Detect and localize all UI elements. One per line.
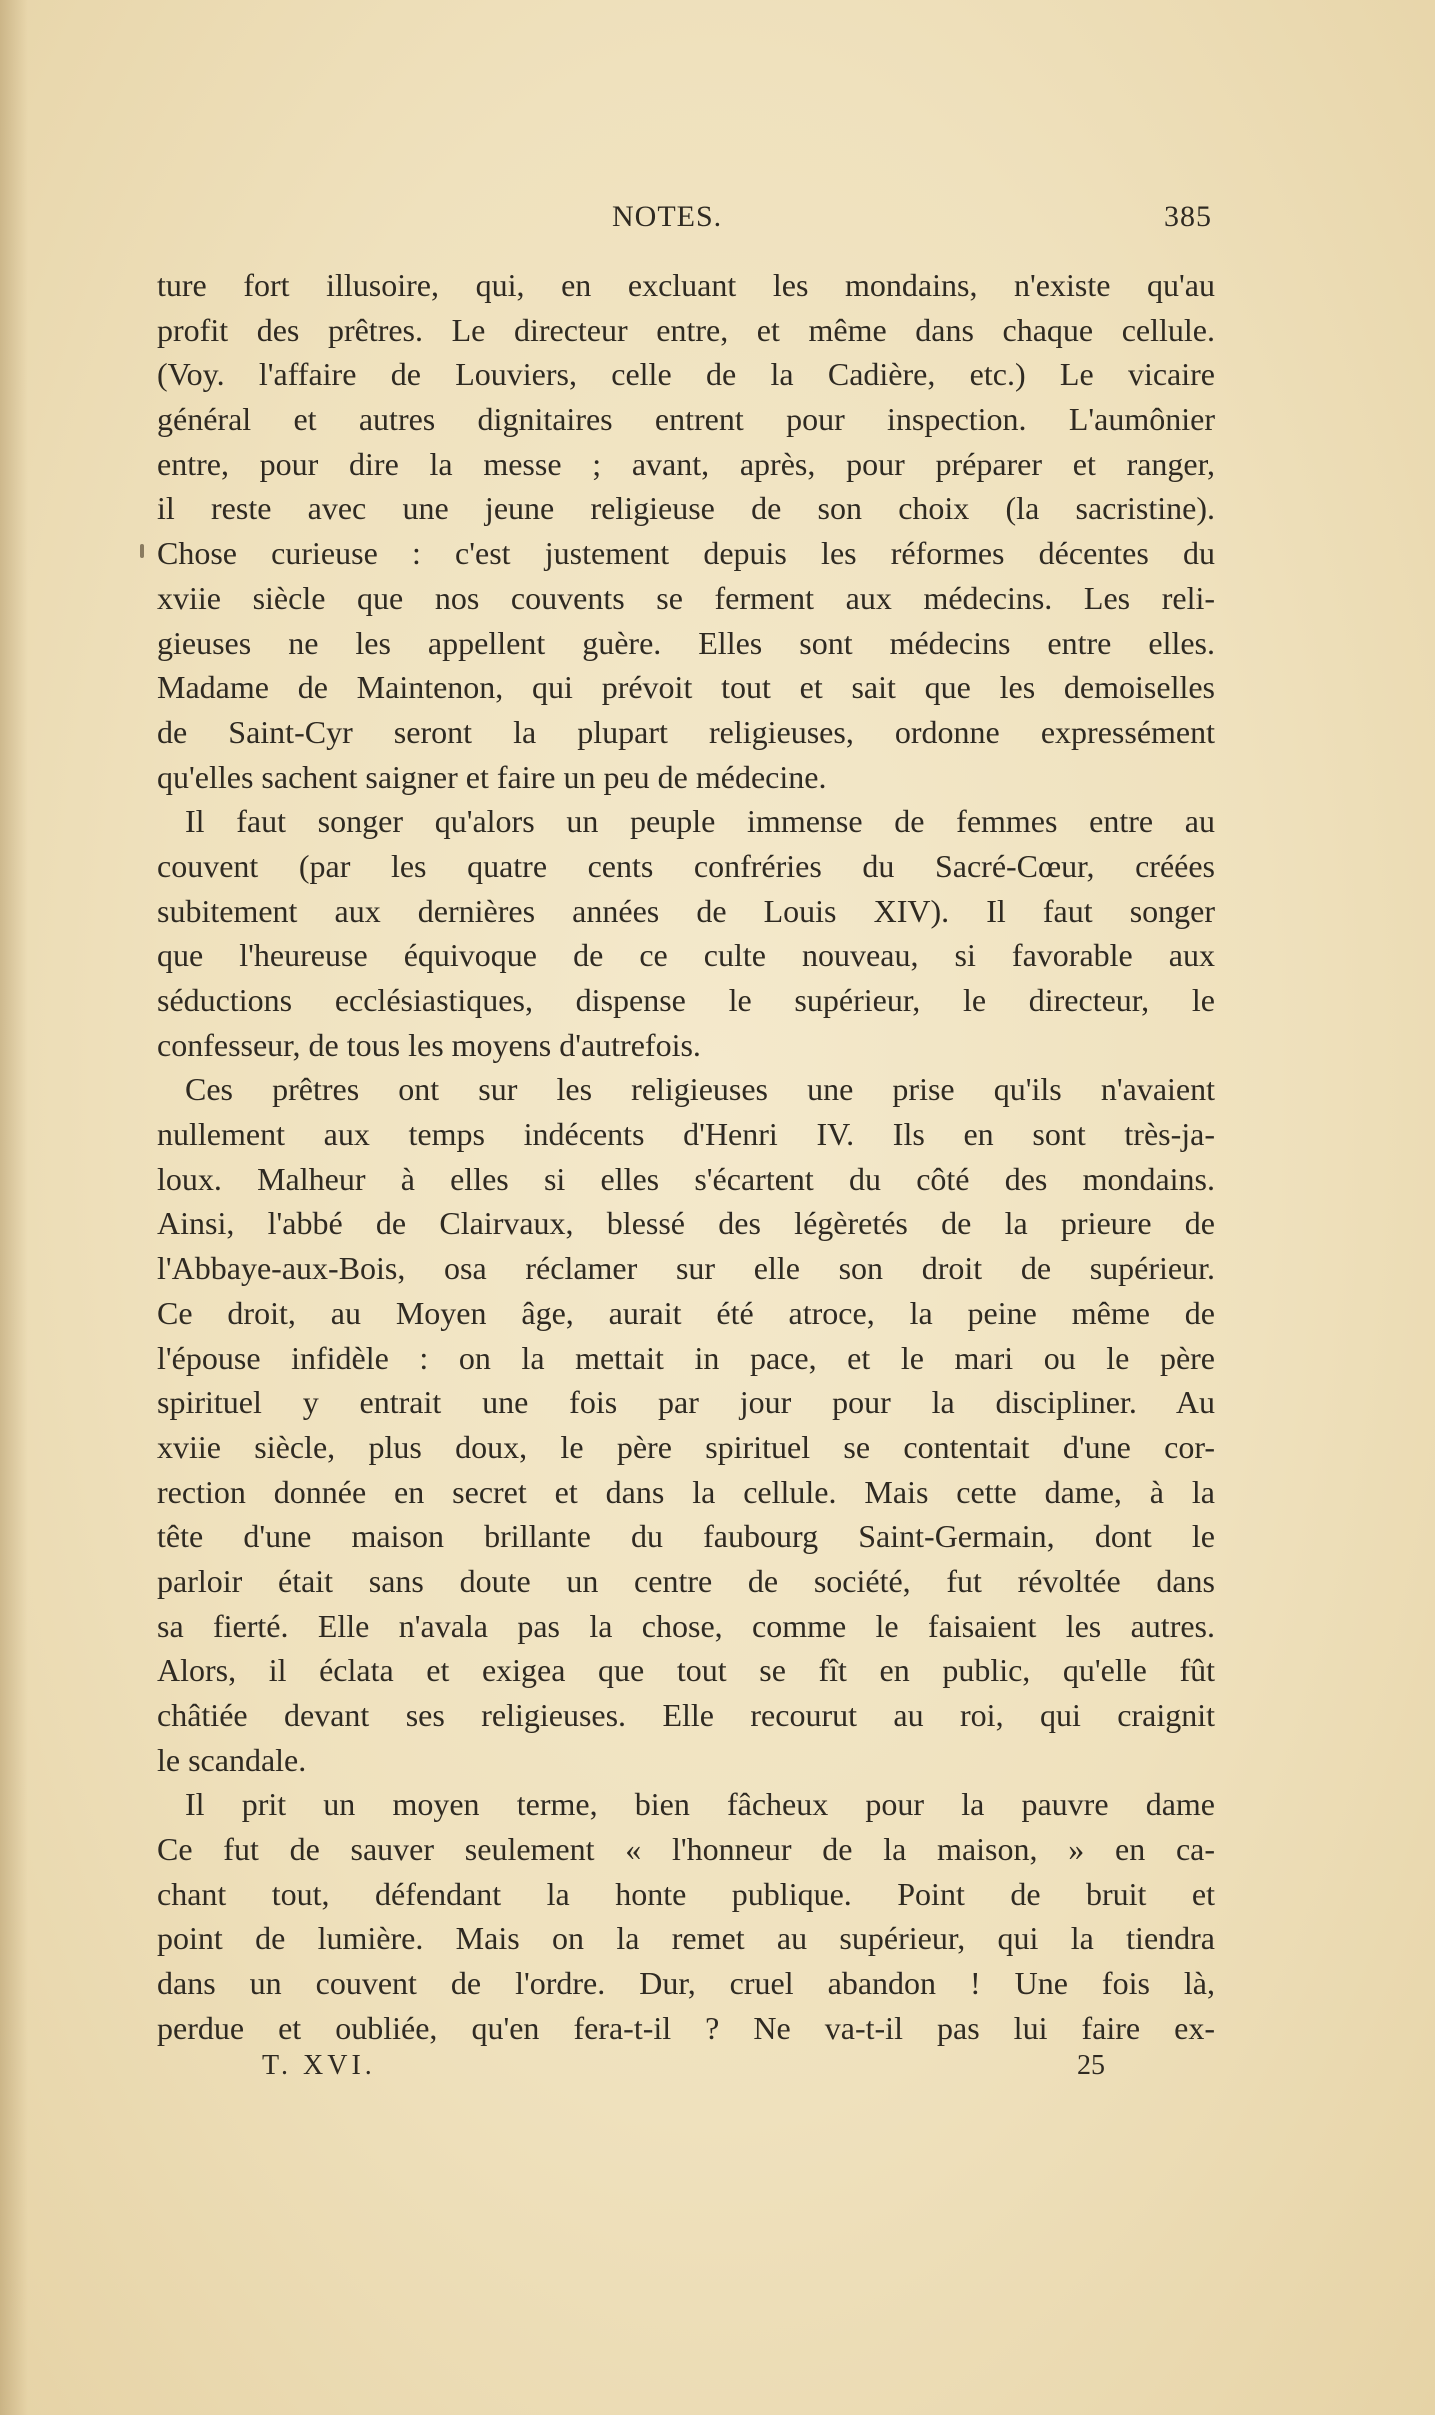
sheet-number: 25	[1077, 2050, 1105, 2081]
text-line: Alors, il éclata et exigea que tout se fît en public, qu'elle fût	[157, 1652, 1215, 1689]
body-text	[157, 263, 1215, 2051]
text-line: Il prit un moyen terme, bien fâcheux pour la pauvre dame	[185, 1786, 1215, 1823]
text-line: confesseur, de tous les moyens d'autrefois.	[157, 1026, 701, 1063]
text-line: spirituel y entrait une fois par jour pour la discipliner. Au	[157, 1384, 1215, 1421]
text-line: xviie siècle que nos couvents se ferment aux médecins. Les reli-	[157, 579, 1215, 616]
text-line: ture fort illusoire, qui, en excluant les mondains, n'existe qu'au	[157, 267, 1215, 303]
signature-mark: T. XVI.	[262, 2050, 376, 2081]
text-line: il reste avec une jeune religieuse de son choix (la sacristine).	[157, 490, 1215, 527]
text-line: Ce fut de sauver seulement « l'honneur de la maison, » en ca-	[157, 1831, 1215, 1868]
text-line: châtiée devant ses religieuses. Elle recourut au roi, qui craignit	[157, 1697, 1215, 1733]
text-line: gieuses ne les appellent guère. Elles sont médecins entre elles.	[157, 624, 1215, 661]
text-line: l'Abbaye-aux-Bois, osa réclamer sur elle son droit de supérieur.	[157, 1250, 1215, 1287]
text-line: séductions ecclésiastiques, dispense le supérieur, le directeur, le	[157, 982, 1215, 1018]
text-line: Madame de Maintenon, qui prévoit tout et sait que les demoiselles	[157, 669, 1215, 706]
text-line: tête d'une maison brillante du faubourg Saint-Germain, dont le	[157, 1518, 1215, 1555]
page-number: 385	[1164, 200, 1212, 233]
marginal-mark	[140, 544, 144, 558]
text-line: Ainsi, l'abbé de Clairvaux, blessé des légèretés de la prieure de	[157, 1205, 1215, 1242]
text-line: que l'heureuse équivoque de ce culte nouveau, si favorable aux	[157, 937, 1215, 974]
text-line: couvent (par les quatre cents confréries du Sacré-Cœur, créées	[157, 847, 1215, 884]
text-line: perdue et oubliée, qu'en fera-t-il ? Ne va-t-il pas lui faire ex-	[157, 2009, 1215, 2046]
text-line: qu'elles sachent saigner et faire un peu de médecine.	[157, 758, 827, 795]
page-footer	[0, 2050, 1435, 2090]
text-line: dans un couvent de l'ordre. Dur, cruel abandon ! Une fois là,	[157, 1965, 1215, 2002]
text-line: de Saint-Cyr seront la plupart religieuses, ordonne expressément	[157, 713, 1215, 750]
text-line: Il faut songer qu'alors un peuple immense de femmes entre au	[185, 803, 1215, 840]
text-line: Chose curieuse : c'est justement depuis les réformes décentes du	[157, 535, 1215, 572]
text-line: nullement aux temps indécents d'Henri IV. Ils en sont très-ja-	[157, 1116, 1215, 1153]
text-line: parloir était sans doute un centre de société, fut révoltée dans	[157, 1562, 1215, 1599]
text-line: sa fierté. Elle n'avala pas la chose, comme le faisaient les autres.	[157, 1607, 1215, 1644]
text-line: général et autres dignitaires entrent pour inspection. L'aumônier	[157, 401, 1215, 438]
text-line: l'épouse infidèle : on la mettait in pace, et le mari ou le père	[157, 1339, 1215, 1376]
text-line: Ce droit, au Moyen âge, aurait été atroce, la peine même de	[157, 1294, 1215, 1331]
running-title: NOTES.	[612, 200, 723, 233]
text-line: rection donnée en secret et dans la cellule. Mais cette dame, à la	[157, 1473, 1215, 1510]
text-line: chant tout, défendant la honte publique. Point de bruit et	[157, 1875, 1215, 1912]
text-line: xviie siècle, plus doux, le père spirituel se contentait d'une cor-	[157, 1428, 1215, 1465]
text-line: profit des prêtres. Le directeur entre, et même dans chaque cellule.	[157, 311, 1215, 348]
text-line: le scandale.	[157, 1741, 307, 1778]
text-line: (Voy. l'affaire de Louviers, celle de la Cadière, etc.) Le vicaire	[157, 356, 1215, 393]
text-line: Ces prêtres ont sur les religieuses une prise qu'ils n'avaient	[185, 1071, 1215, 1108]
text-line: subitement aux dernières années de Louis XIV). Il faut songer	[157, 892, 1215, 929]
text-line: loux. Malheur à elles si elles s'écartent du côté des mondains.	[157, 1160, 1215, 1197]
text-line: point de lumière. Mais on la remet au supérieur, qui la tiendra	[157, 1920, 1215, 1957]
running-head	[0, 200, 1435, 240]
text-line: entre, pour dire la messe ; avant, après, pour préparer et ranger,	[157, 445, 1215, 482]
